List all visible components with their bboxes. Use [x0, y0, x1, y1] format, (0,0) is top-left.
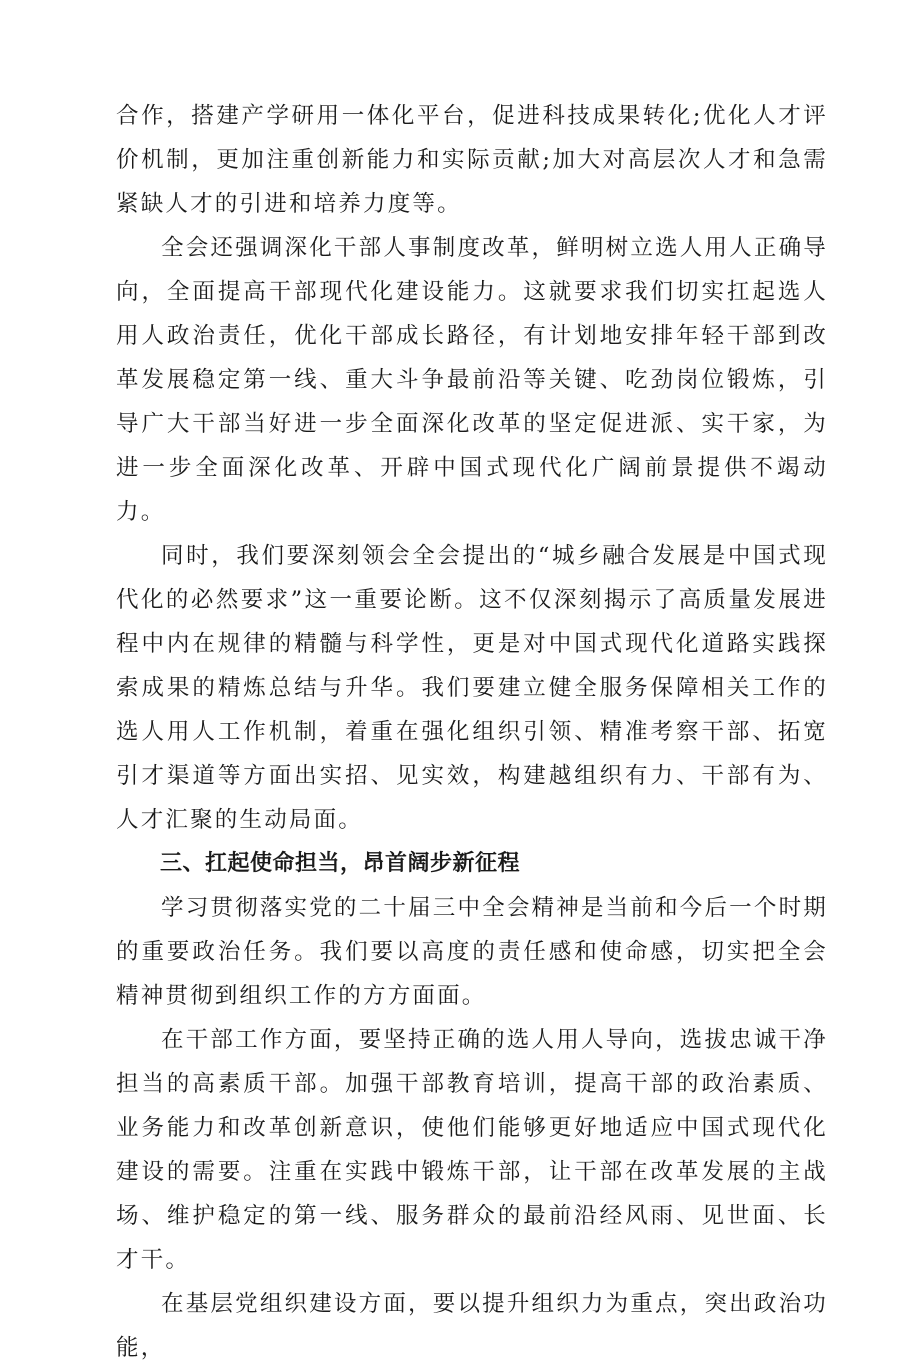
paragraph-cadre-reform: 全会还强调深化干部人事制度改革，鲜明树立选人用人正确导向，全面提高干部现代化建设能力。这就要求我们切实扛起选人用人政治责任，优化干部成长路径，有计划地安排年轻干部到改革发展稳定第一线、重大斗争最前沿等关键、吃劲岗位锻炼，引导广大干部当好进一步全面深化改革的坚定促进派、实干家，为进一步全面深化改革、开辟中国式现代化广阔前景提供不竭动力。: [116, 235, 828, 525]
paragraph-continuation: 合作，搭建产学研用一体化平台，促进科技成果转化;优化人才评价机制，更加注重创新能力和实际贡献;加大对高层次人才和急需紧缺人才的引进和培养力度等。: [116, 103, 828, 217]
paragraph-urban-rural-integration: 同时，我们要深刻领会全会提出的“城乡融合发展是中国式现代化的必然要求”这一重要论断。这不仅深刻揭示了高质量发展进程中内在规律的精髓与科学性，更是对中国式现代化道路实践探索成果的精炼总结与升华。我们要建立健全服务保障相关工作的选人用人工作机制，着重在强化组织引领、精准考察干部、拓宽引才渠道等方面出实招、见实效，构建越组织有力、干部有为、人才汇聚的生动局面。: [116, 543, 828, 833]
document-body: [116, 94, 828, 1370]
section-heading-3: 三、扛起使命担当，昂首阔步新征程: [160, 851, 521, 876]
paragraph-study-implement: 学习贯彻落实党的二十届三中全会精神是当前和今后一个时期的重要政治任务。我们要以高度的责任感和使命感，切实把全会精神贯彻到组织工作的方方面面。: [116, 895, 828, 1009]
paragraph-grassroots-party: 在基层党组织建设方面，要以提升组织力为重点，突出政治功能，: [116, 1291, 828, 1361]
paragraph-cadre-work: 在干部工作方面，要坚持正确的选人用人导向，选拔忠诚干净担当的高素质干部。加强干部教育培训，提高干部的政治素质、业务能力和改革创新意识，使他们能够更好地适应中国式现代化建设的需要。注重在实践中锻炼干部，让干部在改革发展的主战场、维护稳定的第一线、服务群众的最前沿经风雨、见世面、长才干。: [116, 1027, 828, 1273]
